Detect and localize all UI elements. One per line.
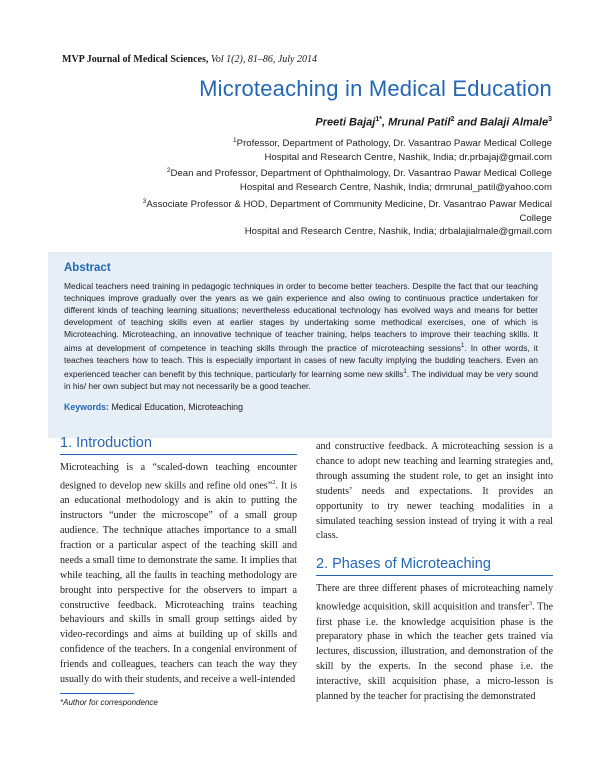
introduction-paragraph [60, 461, 297, 688]
author-sup: 1* [375, 116, 382, 123]
abstract-box [48, 252, 552, 438]
keywords [64, 402, 538, 412]
affiliation-line [112, 151, 552, 165]
author-name: Mrunal Patil [388, 116, 451, 129]
section-heading-introduction: 1. Introduction [60, 435, 297, 455]
affiliation-line [112, 181, 552, 195]
abstract-text-part: . In other words, it teaches teachers how to teach. This is especially important in cases of new faculty implying the budding teachers. Even an experienced teacher can benefit by this technique, particularly for learning some new skills [64, 343, 539, 380]
para-text: . The first phase i.e. the knowledge acquisition phase is the preparatory phase in which the teacher gets trained via lectures, discussion, illustration, and demonstration of the skill by the experts. In the second phase i.e. the interactive, skill acquisition phase, a micro-lesson is planned by the teacher for practising the demonstrated [316, 601, 553, 703]
affil-text: Hospital and Research Centre, Nashik, India; drmrunal_patil@yahoo.com [239, 182, 552, 194]
affiliation-line [112, 225, 552, 239]
abstract-heading: Abstract [64, 262, 111, 274]
journal-citation [62, 54, 317, 65]
para-text: There are three different phases of microteaching namely knowledge acquisition, skill acquisition and transfer [316, 583, 553, 613]
affil-text: Dean and Professor, Department of Ophthalmology, Dr. Vasantrao Pawar Medical College [170, 168, 552, 180]
abstract-text [64, 280, 538, 392]
article-title: Microteaching in Medical Education [199, 76, 552, 101]
author-sup: 3 [548, 116, 552, 123]
abstract-text-part: Medical teachers need training in pedagogic techniques in order to become better teachers. Despite the fact that our teaching techniques improve gradually over the years as we gain experience and also owing to continuous practice undertaken for different kinds of teaching learning situations; nevertheless educational technology has evolved ways and means for better development of teaching skills even at earlier stages by undertaking some methodical exercises, one of which is Microteaching. Microteaching, an innovative technique of teacher training, helps teachers to improve their teaching skills. It aims at development of competence in teaching skills through the practice of microteaching sessions [64, 281, 538, 354]
introduction-paragraph-continued: and constructive feedback. A microteaching session is a chance to adopt new teaching and learning strategies and, through assuming the student role, to get an insight into students’ needs and expectations. It provides an opportunity to try newer teaching modalities in a simulated teaching session instead of trying it with a real class. [316, 441, 553, 542]
citation-sup: 2 [272, 478, 276, 486]
affiliation-line [112, 164, 552, 181]
affil-text: Professor, Department of Pathology, Dr. Vasantrao Pawar Medical College [236, 138, 552, 150]
keywords-label: Keywords: [64, 402, 109, 413]
keywords-value: Medical Education, Microteaching [111, 402, 243, 413]
section-heading-phases: 2. Phases of Microteaching [316, 556, 553, 576]
citation-sup: 1 [461, 343, 465, 350]
affiliation-line [112, 134, 552, 151]
author-name: Balaji Almale [480, 116, 549, 129]
affil-sup: 1 [233, 137, 237, 144]
citation-sup: 3 [528, 600, 533, 608]
affil-text: Hospital and Research Centre, Nashik, India; drbalajialmale@gmail.com [244, 226, 552, 238]
citation-sup: 1 [403, 369, 407, 376]
para-text: . It is an educational methodology and is akin to putting the instructors “under the microscope” of a small group audience. The technique attaches importance to a small fraction or a particular aspect of the teaching skill and needs a small time to demonstrate the same. It implies that while teaching, all the faults in teaching methodology are brought into perspective for the observers to impart a constructive feedback. Microteaching trains teaching behaviours and skills in small group settings aided by video-recordings and aims at building up of skills and confidence of the teachers. In a congenial environment of friends and colleagues, teachers can teach the way they usually do with their students, and receive a well-intended [60, 480, 297, 686]
abstract-text-part: . The individual may be very sound in his/ her own subject but may not necessarily be a good teacher. [64, 369, 538, 392]
affil-text: Associate Professor & HOD, Department of Community Medicine, Dr. Vasantrao Pawar Medical College [146, 198, 552, 224]
phases-paragraph [316, 582, 553, 705]
author-list: Preeti Bajaj$^{1*}$, Mrunal Patil$^2$ and Balaji Almale$^3$ [315, 116, 552, 129]
affiliations [112, 134, 552, 239]
footnote-divider [60, 693, 134, 694]
author-name: Preeti Bajaj [315, 116, 376, 129]
affil-sup: 2 [166, 167, 171, 175]
right-column [316, 440, 553, 705]
journal-meta: Vol 1(2), 81–86, July 2014 [210, 54, 317, 65]
affiliation-line [112, 195, 552, 225]
author-sup: 2 [450, 116, 455, 123]
affil-text: Hospital and Research Centre, Nashik, India; dr.prbajaj@gmail.com [264, 151, 552, 163]
journal-name: MVP Journal of Medical Sciences, [62, 54, 209, 65]
para-text: Microteaching is a “scaled-down teaching encounter designed to develop new skills and refine old ones” [60, 462, 297, 492]
correspondence-footnote: *Author for correspondence [60, 698, 158, 707]
affil-sup: 3 [142, 197, 147, 205]
left-column [60, 435, 297, 688]
